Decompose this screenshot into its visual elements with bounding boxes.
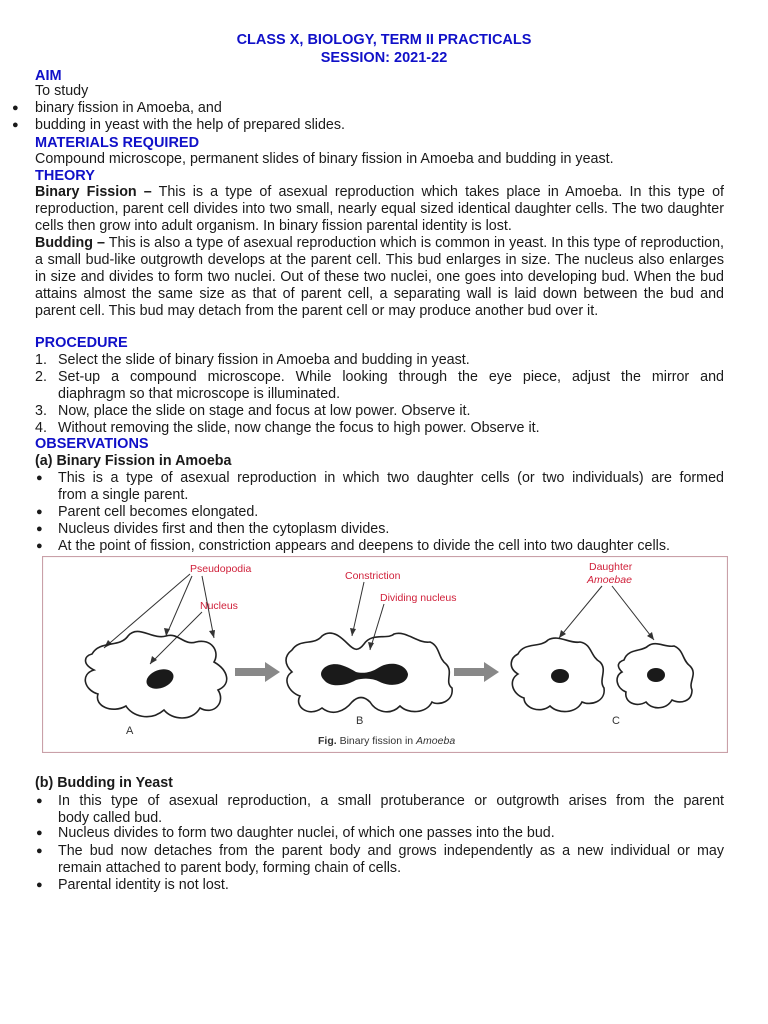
- observation-point: Nucleus divides to form two daughter nuclei, of which one passes into the bud.: [58, 825, 555, 841]
- procedure-step: Select the slide of binary fission in Amoeba and budding in yeast.: [58, 352, 470, 368]
- bullet-icon: ●: [36, 506, 43, 518]
- caption-prefix: Fig.: [318, 735, 337, 747]
- binary-fission-term: Binary Fission –: [35, 184, 152, 200]
- bullet-icon: ●: [36, 879, 43, 891]
- observation-point: Parent cell becomes elongated.: [58, 504, 259, 520]
- bullet-icon: ●: [12, 102, 19, 114]
- budding-text: This is also a type of asexual reproduction which is common in yeast. In this type of reproduction, a small bud-like outgrowth develops at the parent cell. This bud enlarges in size. The nucleus also enlarges in size and divides to form two nuclei. Out of these two nuclei, one goes into developing bud. When the bud attains almost the same size as that of parent cell, a separating wall is laid down between the bud and parent cell. This bud may detach from the parent cell or may produce another bud over it.: [35, 235, 724, 319]
- binary-fission-figure: [42, 556, 728, 753]
- binary-fission-subheading: (a) Binary Fission in Amoeba: [35, 453, 232, 469]
- step-number: 1.: [35, 352, 47, 368]
- observation-point-continued: body called bud.: [58, 810, 163, 826]
- bullet-icon: ●: [12, 119, 19, 131]
- aim-heading: AIM: [35, 68, 62, 84]
- caption-italic: Amoeba: [416, 735, 456, 747]
- procedure-step: Now, place the slide on stage and focus at low power. Observe it.: [58, 403, 471, 419]
- step-number: 2.: [35, 369, 47, 385]
- procedure-step: Set-up a compound microscope. While looking through the eye piece, adjust the mirror and: [58, 369, 724, 385]
- binary-fission-text: This is a type of asexual reproduction which takes place in Amoeba. In this type of reproduction, parent cell divides into two small, nearly equal sized identical daughter cells. The two daughter cells then grow into adult organism. In binary fission parental identity is lost.: [35, 184, 724, 234]
- observation-point: The bud now detaches from the parent body and grows independently as a new individual or may: [58, 843, 724, 859]
- label-daughter: Daughter: [589, 561, 633, 573]
- observation-point: This is a type of asexual reproduction in which two daughter cells (or two individuals) are formed: [58, 470, 724, 486]
- label-dividing-nucleus: Dividing nucleus: [380, 592, 457, 604]
- materials-heading: MATERIALS REQUIRED: [35, 135, 200, 151]
- theory-heading: THEORY: [35, 168, 95, 184]
- stage-label-c: C: [612, 715, 620, 727]
- procedure-step: Without removing the slide, now change the focus to high power. Observe it.: [58, 420, 540, 436]
- aim-point: budding in yeast with the help of prepared slides.: [35, 117, 345, 133]
- session-line: SESSION: 2021-22: [320, 50, 448, 66]
- stage-label-b: B: [356, 715, 364, 727]
- bullet-icon: ●: [36, 472, 43, 484]
- materials-text: Compound microscope, permanent slides of binary fission in Amoeba and budding in yeast.: [35, 151, 614, 167]
- stage-label-a: A: [126, 725, 134, 737]
- budding-paragraph: [35, 235, 724, 320]
- aim-intro: To study: [35, 83, 89, 99]
- observation-point: At the point of fission, constriction appears and deepens to divide the cell into two daughter cells.: [58, 538, 670, 554]
- budding-term: Budding –: [35, 235, 105, 251]
- label-amoebae: Amoebae: [587, 574, 632, 586]
- nucleus-c2: [647, 668, 665, 682]
- aim-point: binary fission in Amoeba, and: [35, 100, 222, 116]
- nucleus-c1: [551, 669, 569, 683]
- observation-point: Nucleus divides first and then the cytoplasm divides.: [58, 521, 390, 537]
- procedure-heading: PROCEDURE: [35, 335, 128, 351]
- observation-point-continued: from a single parent.: [58, 487, 189, 503]
- label-constriction: Constriction: [345, 570, 401, 582]
- step-number: 4.: [35, 420, 47, 436]
- observation-point: In this type of asexual reproduction, a small protuberance or outgrowth arises from the parent: [58, 793, 724, 809]
- bullet-icon: ●: [36, 827, 43, 839]
- observations-heading: OBSERVATIONS: [35, 436, 149, 452]
- bullet-icon: ●: [36, 795, 43, 807]
- caption-text: Binary fission in: [336, 735, 417, 747]
- observation-point-continued: remain attached to parent body, forming chain of cells.: [58, 860, 402, 876]
- label-pseudopodia: Pseudopodia: [190, 563, 252, 575]
- figure-caption: [318, 735, 455, 747]
- bullet-icon: ●: [36, 523, 43, 535]
- procedure-step-continued: diaphragm so that microscope is illuminated.: [58, 386, 341, 402]
- document-title: CLASS X, BIOLOGY, TERM II PRACTICALS: [236, 32, 532, 48]
- observation-point: Parental identity is not lost.: [58, 877, 229, 893]
- bullet-icon: ●: [36, 845, 43, 857]
- label-nucleus: Nucleus: [200, 600, 238, 612]
- binary-fission-paragraph: [35, 184, 724, 235]
- bullet-icon: ●: [36, 540, 43, 552]
- budding-subheading: (b) Budding in Yeast: [35, 775, 173, 791]
- step-number: 3.: [35, 403, 47, 419]
